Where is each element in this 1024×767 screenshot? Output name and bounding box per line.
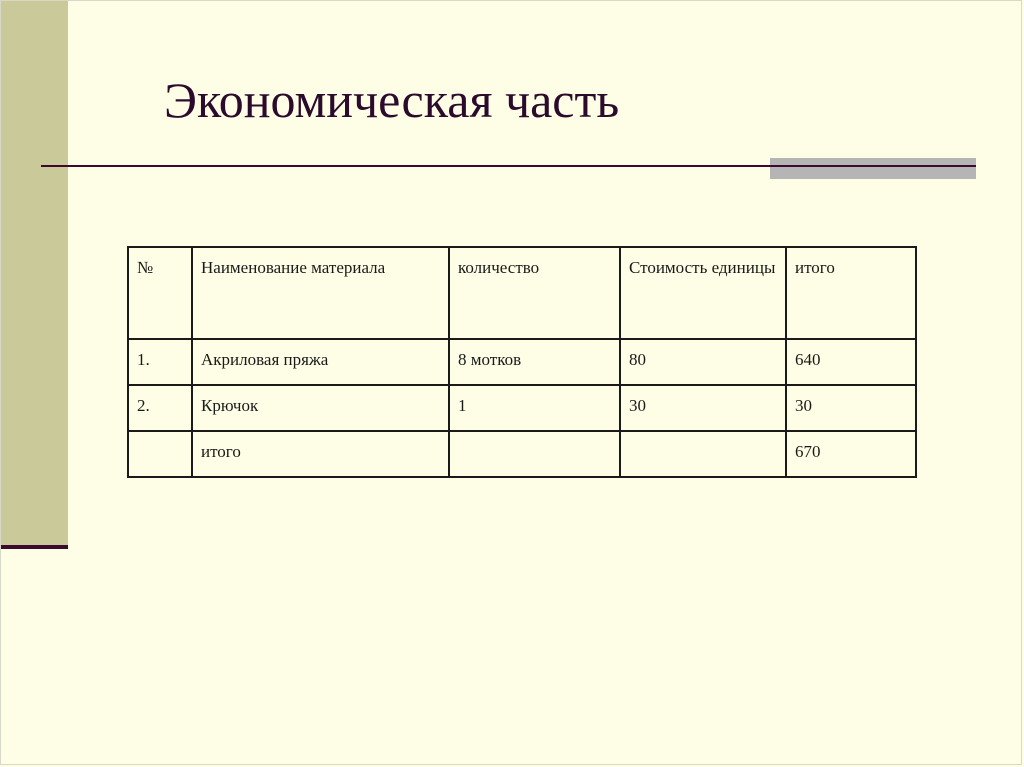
table-row (128, 339, 916, 385)
header-unit-cost: Стоимость единицы (620, 247, 786, 339)
slide-title: Экономическая часть (164, 72, 620, 128)
cell-total: 30 (786, 385, 916, 431)
materials-table (127, 246, 917, 478)
cell-quantity (449, 431, 620, 477)
left-decor-line (1, 545, 68, 549)
table-row (128, 385, 916, 431)
left-decor-bar (1, 1, 68, 547)
cell-number (128, 431, 192, 477)
cell-unit-cost: 30 (620, 385, 786, 431)
cell-number: 1. (128, 339, 192, 385)
header-material-name: Наименование материала (192, 247, 449, 339)
cell-quantity: 1 (449, 385, 620, 431)
header-quantity: количество (449, 247, 620, 339)
header-total: итого (786, 247, 916, 339)
cell-unit-cost: 80 (620, 339, 786, 385)
cell-material-name: Крючок (192, 385, 449, 431)
table-header-row (128, 247, 916, 339)
cell-material-name: Акриловая пряжа (192, 339, 449, 385)
header-number: № (128, 247, 192, 339)
cell-number: 2. (128, 385, 192, 431)
cell-material-name: итого (192, 431, 449, 477)
cell-grand-total: 670 (786, 431, 916, 477)
cell-quantity: 8 мотков (449, 339, 620, 385)
table-total-row (128, 431, 916, 477)
title-accent-block (770, 158, 976, 179)
cell-unit-cost (620, 431, 786, 477)
title-accent-underline (770, 165, 976, 167)
cell-total: 640 (786, 339, 916, 385)
